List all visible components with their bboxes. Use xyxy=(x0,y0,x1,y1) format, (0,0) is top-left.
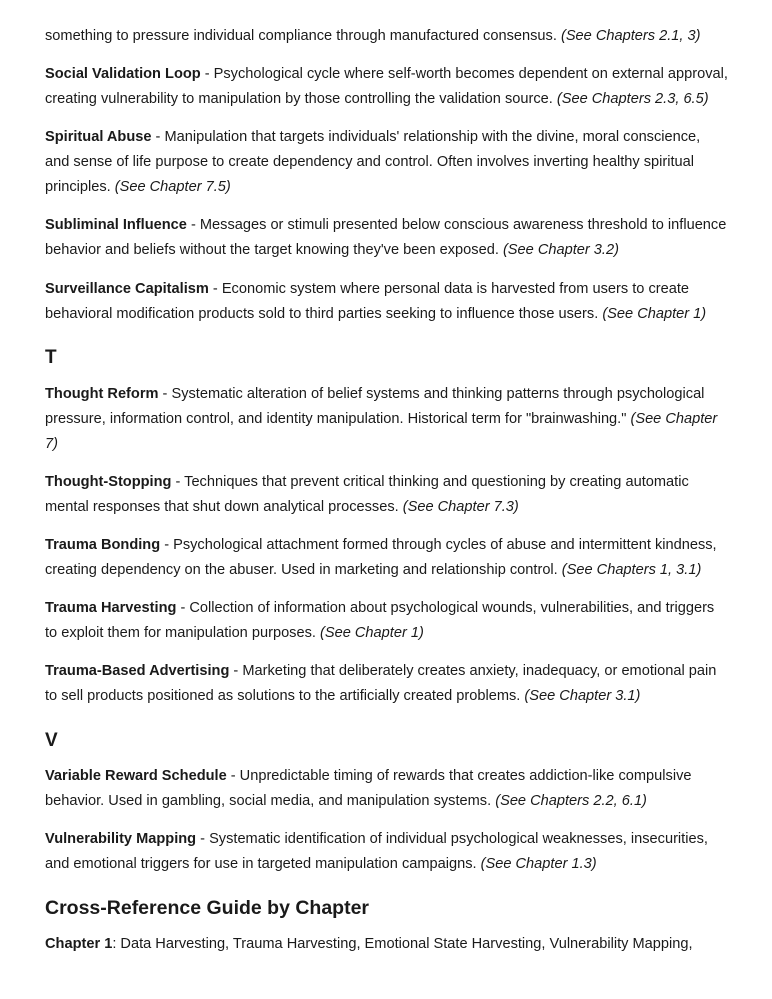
chapter-reference: (See Chapters 2.1, 3) xyxy=(560,28,701,44)
entry-definition: - Psychological cycle where self-worth becomes dependent on external approval, creating vulnerability to manipulation by those controlling the validation source. xyxy=(45,66,728,107)
chapter-reference: (See Chapter 1.3) xyxy=(480,856,597,872)
chapter-label: Chapter 1 xyxy=(45,936,113,952)
entry-definition: - Techniques that prevent critical thinking and questioning by creating automatic mental responses that shut down analytical processes. xyxy=(45,474,689,515)
entry-term: Vulnerability Mapping xyxy=(45,831,197,847)
entry-definition: - Systematic identification of individual psychological weaknesses, insecurities, and emotional triggers for use in targeted manipulation campaigns. xyxy=(45,831,708,872)
chapter-reference: (See Chapter 3.2) xyxy=(502,242,619,258)
entry-term: Variable Reward Schedule xyxy=(45,768,227,784)
chapter-reference: (See Chapters 2.3, 6.5) xyxy=(556,91,709,107)
chapter-reference: (See Chapter 7) xyxy=(45,411,718,452)
entry-definition: - Economic system where personal data is harvested from users to create behavioral modification products sold to third parties seeking to influence those users. xyxy=(45,281,690,322)
letter-heading-t: T xyxy=(45,347,57,368)
glossary-entry xyxy=(45,125,728,200)
continuation-text xyxy=(45,24,728,49)
letter-heading-v: V xyxy=(45,730,58,751)
chapter-reference: (See Chapters 1, 3.1) xyxy=(561,562,702,578)
chapter-reference: (See Chapter 1) xyxy=(602,306,707,322)
chapter-reference: (See Chapter 7.3) xyxy=(402,499,519,515)
entry-term: Trauma-Based Advertising xyxy=(45,663,230,679)
glossary-entry xyxy=(45,62,728,112)
chapter-reference: (See Chapter 7.5) xyxy=(114,179,231,195)
glossary-entry xyxy=(45,596,728,646)
chapter-reference: (See Chapter 3.1) xyxy=(524,688,641,704)
glossary-entry xyxy=(45,213,728,263)
entry-definition: - Messages or stimuli presented below conscious awareness threshold to influence behavior and beliefs without the target knowing they've been exposed. xyxy=(45,217,727,258)
cross-reference-title: Cross-Reference Guide by Chapter xyxy=(45,897,370,919)
glossary-entry xyxy=(45,764,728,814)
entry-term: Subliminal Influence xyxy=(45,217,187,233)
glossary-entry xyxy=(45,533,728,583)
entry-definition: - Collection of information about psychological wounds, vulnerabilities, and triggers to exploit them for manipulation purposes. xyxy=(45,600,715,641)
cross-reference-chapter xyxy=(45,932,728,957)
glossary-entry xyxy=(45,277,728,327)
entry-term: Thought Reform xyxy=(45,386,159,402)
entry-term: Spiritual Abuse xyxy=(45,129,152,145)
entry-definition: - Unpredictable timing of rewards that creates addiction-like compulsive behavior. Used in gambling, social media, and manipulation systems. xyxy=(45,768,692,809)
entry-definition: - Marketing that deliberately creates anxiety, inadequacy, or emotional pain to sell products positioned as solutions to the artificially created problems. xyxy=(45,663,717,704)
continuation-body: something to pressure individual compliance through manufactured consensus. xyxy=(45,28,561,44)
entry-definition: - Manipulation that targets individuals' relationship with the divine, moral conscience, and sense of life purpose to create dependency and control. Often involves inverting healthy spiritual principles. xyxy=(45,129,701,195)
entry-term: Surveillance Capitalism xyxy=(45,281,209,297)
glossary-entry xyxy=(45,659,728,709)
glossary-entry xyxy=(45,382,728,457)
chapter-reference: (See Chapter 1) xyxy=(320,625,424,641)
entry-term: Thought-Stopping xyxy=(45,474,172,490)
glossary-entry xyxy=(45,470,728,520)
entry-definition: - Psychological attachment formed through cycles of abuse and intermittent kindness, creating dependency on the abuser. Used in marketing and relationship control. xyxy=(45,537,717,578)
chapter-reference: (See Chapters 2.2, 6.1) xyxy=(495,793,647,809)
chapter-terms: : Data Harvesting, Trauma Harvesting, Emotional State Harvesting, Vulnerability Mapping, xyxy=(112,936,693,952)
entry-term: Trauma Harvesting xyxy=(45,600,177,616)
entry-term: Social Validation Loop xyxy=(45,66,201,82)
glossary-entry xyxy=(45,827,728,877)
entry-definition: - Systematic alteration of belief systems and thinking patterns through psychological pressure, information control, and identity manipulation. Historical term for "brainwashing." xyxy=(45,386,705,427)
entry-term: Trauma Bonding xyxy=(45,537,161,553)
